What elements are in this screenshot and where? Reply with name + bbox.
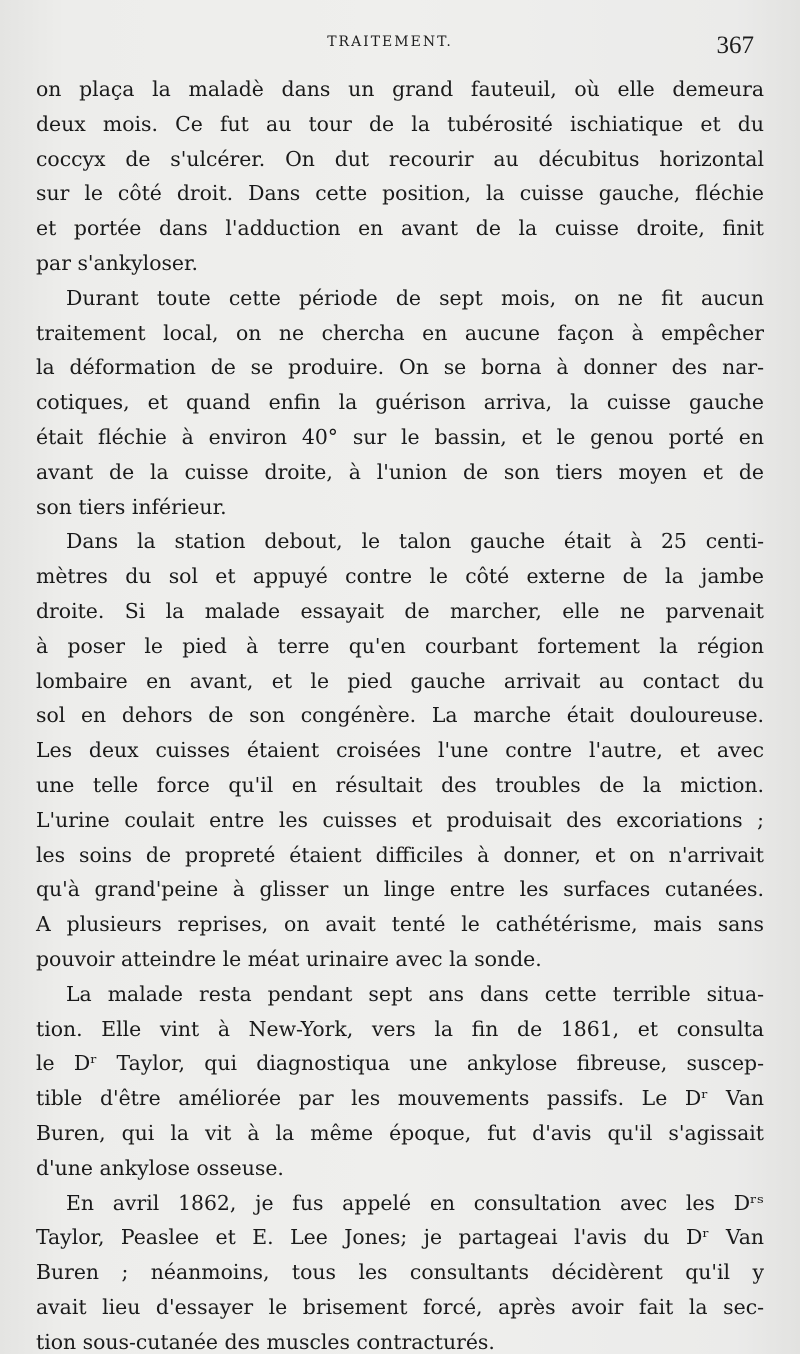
text-line: coccyx de s'ulcérer. On dut recourir au décubitus horizontal [36,146,764,171]
page-number: 367 [716,32,754,59]
text-line: deux mois. Ce fut au tour de la tubérosité ischiatique et du [36,111,764,136]
text-line: Durant toute cette période de sept mois, on ne fit aucun [66,285,764,310]
text-line: pouvoir atteindre le méat urinaire avec la sonde. [36,946,542,971]
text-line: une telle force qu'il en résultait des troubles de la miction. [36,772,764,797]
text-line: L'urine coulait entre les cuisses et produisait des excoriations ; [36,807,764,832]
text-line: cotiques, et quand enfin la guérison arriva, la cuisse gauche [36,390,764,415]
page-header [0,32,800,62]
text-line: avant de la cuisse droite, à l'union de son tiers moyen et de [36,459,764,484]
text-line: lombaire en avant, et le pied gauche arrivait au contact du [36,668,764,693]
paragraph [36,977,764,1186]
text-line: traitement local, on ne chercha en aucune façon à empêcher [36,320,764,345]
paragraph [36,524,764,976]
text-line: droite. Si la malade essayait de marcher, elle ne parvenait [36,598,764,623]
text-line: d'une ankylose osseuse. [36,1155,284,1180]
text-line: on plaça la maladè dans un grand fauteuil, où elle demeura [36,77,764,101]
text-line: A plusieurs reprises, on avait tenté le cathétérisme, mais sans [36,912,764,937]
paragraph [36,281,764,525]
text-line: Dans la station debout, le talon gauche était à 25 centi- [66,529,764,554]
text-line: tion. Elle vint à New-York, vers la fin de 1861, et consulta [36,1016,764,1041]
text-line: qu'à grand'peine à glisser un linge entre les surfaces cutanées. [36,877,764,902]
text-line: Buren, qui la vit à la même époque, fut d'avis qu'il s'agissait [36,1120,764,1145]
text-line: Buren ; néanmoins, tous les consultants décidèrent qu'il y [36,1260,764,1285]
text-line: était fléchie à environ 40° sur le bassin, et le genou porté en [36,424,764,449]
paragraph [36,1186,764,1354]
running-head: TRAITEMENT. [327,34,453,50]
text-line: tible d'être améliorée par les mouvements passifs. Le Dʳ Van [36,1086,764,1111]
text-line: sur le côté droit. Dans cette position, la cuisse gauche, fléchie [36,181,764,206]
body-text [36,72,764,1354]
text-line: tion sous-cutanée des muscles contracturés. [36,1329,495,1354]
text-line: La malade resta pendant sept ans dans cette terrible situa- [66,981,764,1006]
text-line: à poser le pied à terre qu'en courbant fortement la région [36,633,764,658]
text-line: En avril 1862, je fus appelé en consultation avec les Dʳˢ [66,1190,764,1215]
text-line: les soins de propreté étaient difficiles à donner, et on n'arrivait [36,842,764,867]
text-line: le Dʳ Taylor, qui diagnostiqua une ankylose fibreuse, suscep- [36,1051,764,1076]
text-line: son tiers inférieur. [36,494,227,519]
text-line: par s'ankyloser. [36,250,198,275]
text-line: la déformation de se produire. On se borna à donner des nar- [36,355,764,380]
paragraph [36,72,764,281]
text-line: Taylor, Peaslee et E. Lee Jones; je partageai l'avis du Dʳ Van [36,1225,764,1250]
text-line: sol en dehors de son congénère. La marche était douloureuse. [36,703,764,728]
text-line: mètres du sol et appuyé contre le côté externe de la jambe [36,564,764,589]
text-line: et portée dans l'adduction en avant de la cuisse droite, finit [36,216,764,241]
text-line: avait lieu d'essayer le brisement forcé, après avoir fait la sec- [36,1294,764,1319]
text-line: Les deux cuisses étaient croisées l'une contre l'autre, et avec [36,738,764,763]
